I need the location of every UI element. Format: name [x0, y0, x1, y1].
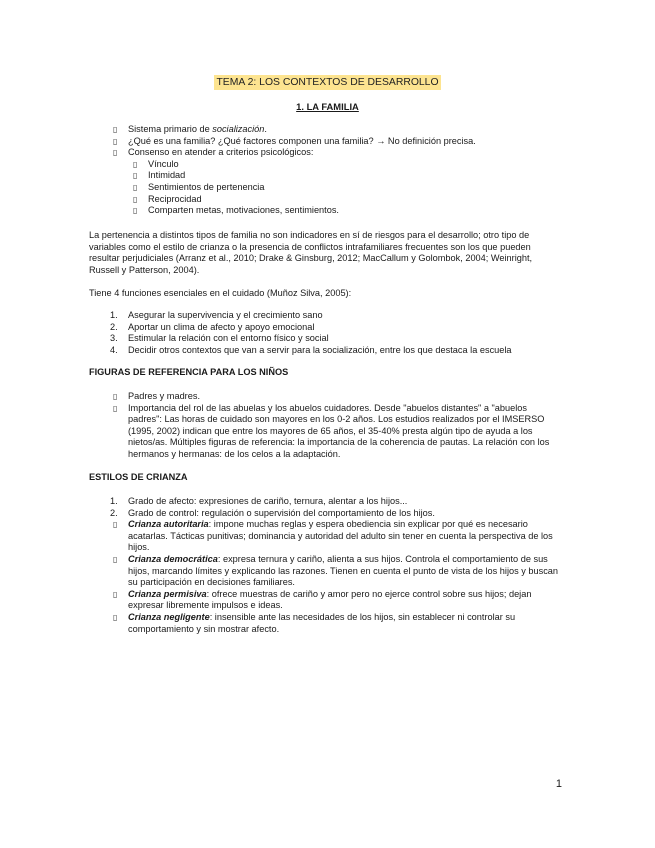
bullet-icon: ▯: [113, 520, 118, 530]
list-item: ▯ ¿Qué es una familia? ¿Qué factores componen una familia? → No definición precisa.: [113, 135, 476, 146]
list-item: ▯ Padres y madres.: [113, 391, 200, 401]
paragraph-family-types: La pertenencia a distintos tipos de familia no son indicadores en sí de riesgos para el desarrollo; otro tipo de variables como el estilo de crianza o la presencia de conflictos intrafamiliares frecuentes son los que pueden resultar perjudiciales (Arranz et al., 2010; Drake & Ginsburg, 2012; MacCallum y Golombok, 2004; Weinright, Russell y Patterson, 2004).: [89, 230, 533, 275]
list-item: ▯ Crianza autoritaria: impone muchas reglas y espera obediencia sin explicar por qué es necesario acatarlas. Tácticas punitivas; dominancia y autoridad del adulto sin tener en cuenta la perspectiva de los hijos.: [113, 519, 553, 553]
list-item: ▯ Comparten metas, motivaciones, sentimientos.: [133, 205, 339, 216]
bullet-icon: ▯: [133, 182, 138, 192]
bullet-icon: ▯: [113, 554, 118, 564]
figures-list: [89, 391, 559, 461]
list-item: 3. Estimular la relación con el entorno físico y social: [110, 333, 329, 344]
list-item: 1. Grado de afecto: expresiones de cariño, ternura, alentar a los hijos...: [110, 496, 408, 506]
section-heading-styles: ESTILOS DE CRIANZA: [89, 472, 188, 482]
list-item: ▯ Intimidad: [133, 170, 186, 181]
list-item: 2. Grado de control: regulación o supervisión del comportamiento de los hijos.: [110, 507, 435, 518]
list-item: ▯ Sistema primario de socialización.: [113, 124, 267, 134]
list-item: 4. Decidir otros contextos que van a servir para la socialización, entre los que destaca la escuela: [110, 344, 512, 355]
bullet-icon: ▯: [113, 392, 118, 401]
list-item: 1. Asegurar la supervivencia y el crecimiento sano: [110, 310, 323, 320]
bullet-icon: ▯: [133, 159, 138, 169]
functions-list: [89, 310, 559, 356]
document-title: TEMA 2: LOS CONTEXTOS DE DESARROLLO: [216, 77, 439, 88]
bullet-icon: ▯: [133, 206, 138, 216]
bullet-icon: ▯: [113, 148, 118, 158]
paragraph-functions-intro: Tiene 4 funciones esenciales en el cuidado (Muñoz Silva, 2005):: [89, 288, 352, 298]
list-item: ▯ Consenso en atender a criterios psicológicos:: [113, 147, 314, 158]
bullet-icon: ▯: [133, 171, 138, 181]
list-item: ▯ Crianza negligente: insensible ante las necesidades de los hijos, sin establecer ni controlar su comportamiento y sin mostrar afecto.: [113, 611, 516, 634]
bullet-icon: ▯: [133, 194, 138, 204]
list-item: ▯ Reciprocidad: [133, 193, 202, 204]
list-item: ▯ Sentimientos de pertenencia: [133, 181, 265, 192]
list-item: ▯ Crianza permisiva: ofrece muestras de cariño y amor pero no ejerce control sobre sus hijos; dejan expresar libremente impulsos e ideas.: [113, 588, 532, 611]
family-bullet-list: [89, 124, 559, 217]
bullet-icon: ▯: [113, 612, 118, 622]
bullet-icon: ▯: [113, 125, 118, 134]
page-number: 1: [555, 778, 562, 790]
bullet-icon: ▯: [113, 403, 118, 413]
section-title-family: 1. LA FAMILIA: [296, 101, 359, 112]
bullet-icon: ▯: [113, 136, 118, 146]
criteria-list: [89, 159, 559, 217]
bullet-icon: ▯: [113, 589, 118, 599]
list-item: ▯ Crianza democrática: expresa ternura y cariño, alienta a sus hijos. Controla el comportamiento de sus hijos, marcando límites y explicando las razones. Tienen en cuenta el punto de vista de los hijos y buscan su participación en decisiones familiares.: [113, 553, 559, 588]
section-heading-figures: FIGURAS DE REFERENCIA PARA LOS NIÑOS: [89, 367, 289, 377]
list-item: 2. Aportar un clima de afecto y apoyo emocional: [110, 321, 315, 332]
list-item: ▯ Importancia del rol de las abuelas y los abuelos cuidadores. Desde "abuelos distantes" a "abuelos padres": Las horas de cuidado son mayores en los 0-2 años. Los estudios realizados por el IMSERSO (1995, 2002) indican que entre los mayores de 65 años, el 35-40% presta algún tipo de ayuda a los nietos/as. Múltiples figuras de referencia: la importancia de la coherencia de pautas. La relación con los hermanos y hermanas: de los celos a la adaptación.: [113, 402, 550, 459]
list-item: ▯ Vínculo: [133, 158, 179, 169]
styles-list: [89, 496, 559, 635]
title-container: [0, 75, 655, 90]
